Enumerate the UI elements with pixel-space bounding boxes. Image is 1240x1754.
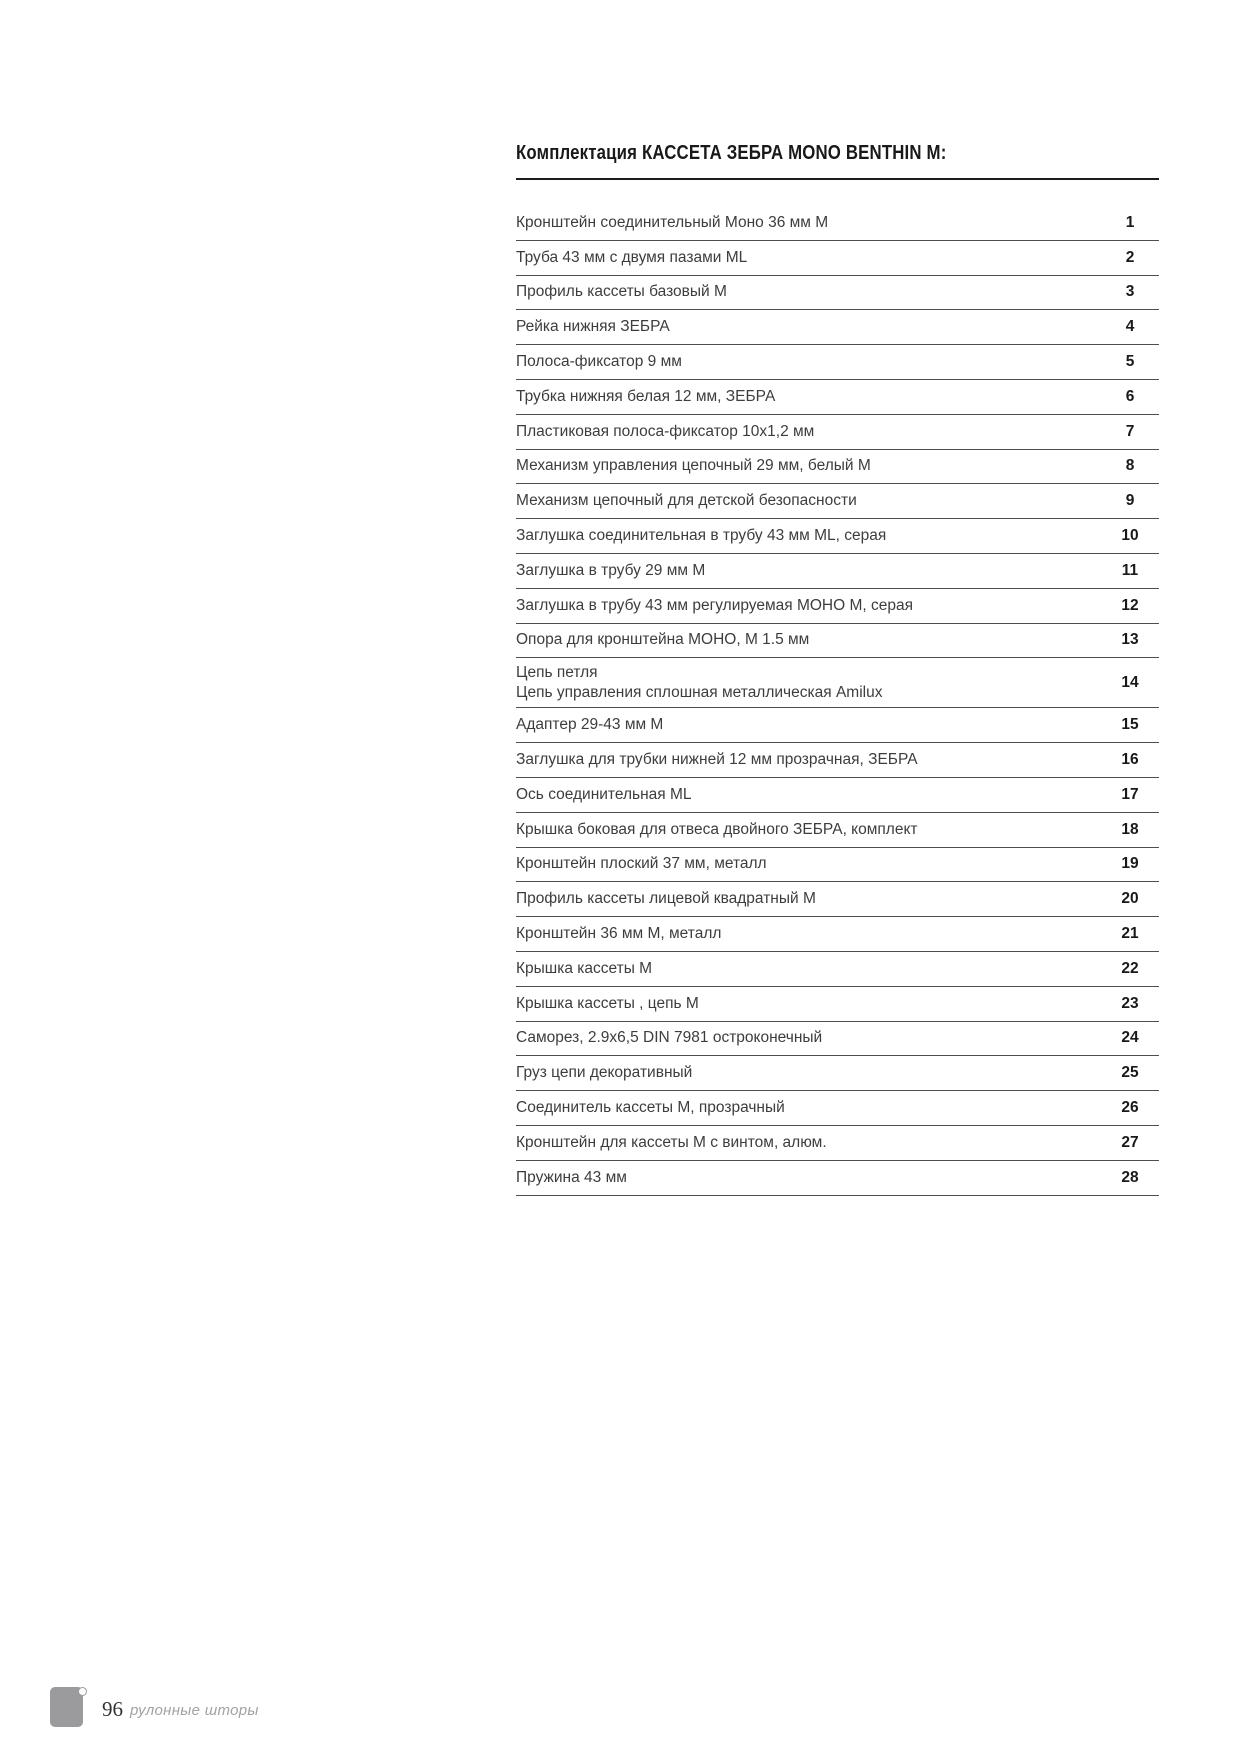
- item-number: 13: [1121, 631, 1139, 649]
- table-row: [516, 1091, 1159, 1126]
- table-row: [516, 743, 1159, 778]
- section-header: [516, 141, 1159, 180]
- table-row: [516, 554, 1159, 589]
- item-name: Крышка боковая для отвеса двойного ЗЕБРА, комплект: [516, 820, 918, 838]
- item-name-line: Цепь управления сплошная металлическая Amilux: [516, 683, 883, 701]
- item-name: Рейка нижняя ЗЕБРА: [516, 318, 670, 336]
- item-name: Заглушка соединительная в трубу 43 мм ML, серая: [516, 527, 887, 545]
- item-number: 21: [1121, 925, 1139, 943]
- item-number: 9: [1125, 492, 1135, 510]
- table-row: [516, 848, 1159, 883]
- item-number: 17: [1121, 785, 1139, 803]
- item-number: 27: [1121, 1133, 1139, 1151]
- item-name: Ось соединительная ML: [516, 785, 692, 803]
- item-name: Адаптер 29-43 мм М: [516, 716, 664, 734]
- footer-section-label: рулонные шторы: [130, 1702, 259, 1719]
- item-name: Профиль кассеты базовый М: [516, 283, 727, 301]
- item-name: Крышка кассеты , цепь М: [516, 994, 699, 1012]
- page-footer: [50, 1687, 470, 1731]
- table-row: [516, 882, 1159, 917]
- item-number: 5: [1125, 353, 1135, 371]
- item-name: Кронштейн плоский 37 мм, металл: [516, 855, 767, 873]
- item-name: Опора для кронштейна МОНО, М 1.5 мм: [516, 631, 810, 649]
- item-name: Крышка кассеты М: [516, 959, 653, 977]
- item-name: Труба 43 мм с двумя пазами ML: [516, 248, 748, 266]
- item-number: 10: [1121, 527, 1139, 545]
- main-content: [516, 141, 1159, 1196]
- table-row: [516, 380, 1159, 415]
- item-name: Саморез, 2.9х6,5 DIN 7981 остроконечный: [516, 1029, 823, 1047]
- item-number: 20: [1121, 890, 1139, 908]
- item-name: Полоса-фиксатор 9 мм: [516, 353, 682, 371]
- item-number: 25: [1121, 1064, 1139, 1082]
- table-row: [516, 1161, 1159, 1196]
- item-name-line: Цепь петля: [516, 663, 598, 681]
- item-number: 19: [1121, 855, 1139, 873]
- item-number: 8: [1125, 457, 1135, 475]
- item-name: Пластиковая полоса-фиксатор 10х1,2 мм: [516, 422, 815, 440]
- item-number: 28: [1121, 1168, 1139, 1186]
- item-name: Заглушка в трубу 29 мм М: [516, 561, 706, 579]
- blind-dot-icon: [78, 1687, 87, 1696]
- item-number: 14: [1121, 673, 1139, 691]
- table-row: [516, 276, 1159, 311]
- item-number: 22: [1121, 959, 1139, 977]
- item-number: 2: [1125, 248, 1135, 266]
- item-number: 1: [1125, 213, 1135, 231]
- item-number: 3: [1125, 283, 1135, 301]
- table-row: [516, 1056, 1159, 1091]
- table-row: [516, 987, 1159, 1022]
- item-name: Кронштейн для кассеты М с винтом, алюм.: [516, 1133, 827, 1151]
- item-number: 12: [1121, 596, 1139, 614]
- item-name: Заглушка для трубки нижней 12 мм прозрачная, ЗЕБРА: [516, 751, 918, 769]
- item-number: 24: [1121, 1029, 1139, 1047]
- item-number: 11: [1121, 561, 1139, 579]
- item-name: Груз цепи декоративный: [516, 1064, 693, 1082]
- item-name: Пружина 43 мм: [516, 1168, 627, 1186]
- table-row: [516, 624, 1159, 659]
- table-row: [516, 952, 1159, 987]
- item-number: 7: [1125, 422, 1135, 440]
- item-number: 6: [1125, 387, 1135, 405]
- table-row: [516, 708, 1159, 743]
- table-row: [516, 519, 1159, 554]
- item-name: Заглушка в трубу 43 мм регулируемая МОНО М, серая: [516, 596, 914, 614]
- table-row: [516, 415, 1159, 450]
- item-number: 15: [1121, 716, 1139, 734]
- table-row: [516, 241, 1159, 276]
- item-number: 4: [1125, 318, 1135, 336]
- page-number: 96: [102, 1697, 123, 1721]
- item-name: Кронштейн соединительный Моно 36 мм М: [516, 213, 829, 231]
- item-name: Кронштейн 36 мм М, металл: [516, 925, 722, 943]
- table-row: [516, 778, 1159, 813]
- table-row: [516, 1022, 1159, 1057]
- table-row: [516, 484, 1159, 519]
- roller-blind-icon: [50, 1687, 83, 1727]
- item-name: Механизм цепочный для детской безопасности: [516, 492, 857, 510]
- item-number: 26: [1121, 1099, 1139, 1117]
- table-row: [516, 813, 1159, 848]
- item-name: Профиль кассеты лицевой квадратный М: [516, 890, 816, 908]
- table-row: [516, 345, 1159, 380]
- item-name: Соединитель кассеты М, прозрачный: [516, 1099, 785, 1117]
- table-row: [516, 1126, 1159, 1161]
- table-row: [516, 589, 1159, 624]
- item-number: 23: [1121, 994, 1139, 1012]
- item-number: 18: [1121, 820, 1139, 838]
- table-row: [516, 450, 1159, 485]
- page-title: Комплектация КАССЕТА ЗЕБРА MONO BENTHIN M:: [516, 142, 947, 164]
- table-row: [516, 917, 1159, 952]
- item-name: Трубка нижняя белая 12 мм, ЗЕБРА: [516, 387, 776, 405]
- table-row: [516, 658, 1159, 708]
- table-row: [516, 206, 1159, 241]
- table-row: [516, 310, 1159, 345]
- item-name: [516, 663, 890, 703]
- item-number: 16: [1121, 751, 1139, 769]
- item-name: Механизм управления цепочный 29 мм, белый М: [516, 457, 871, 475]
- parts-table: [516, 206, 1159, 1196]
